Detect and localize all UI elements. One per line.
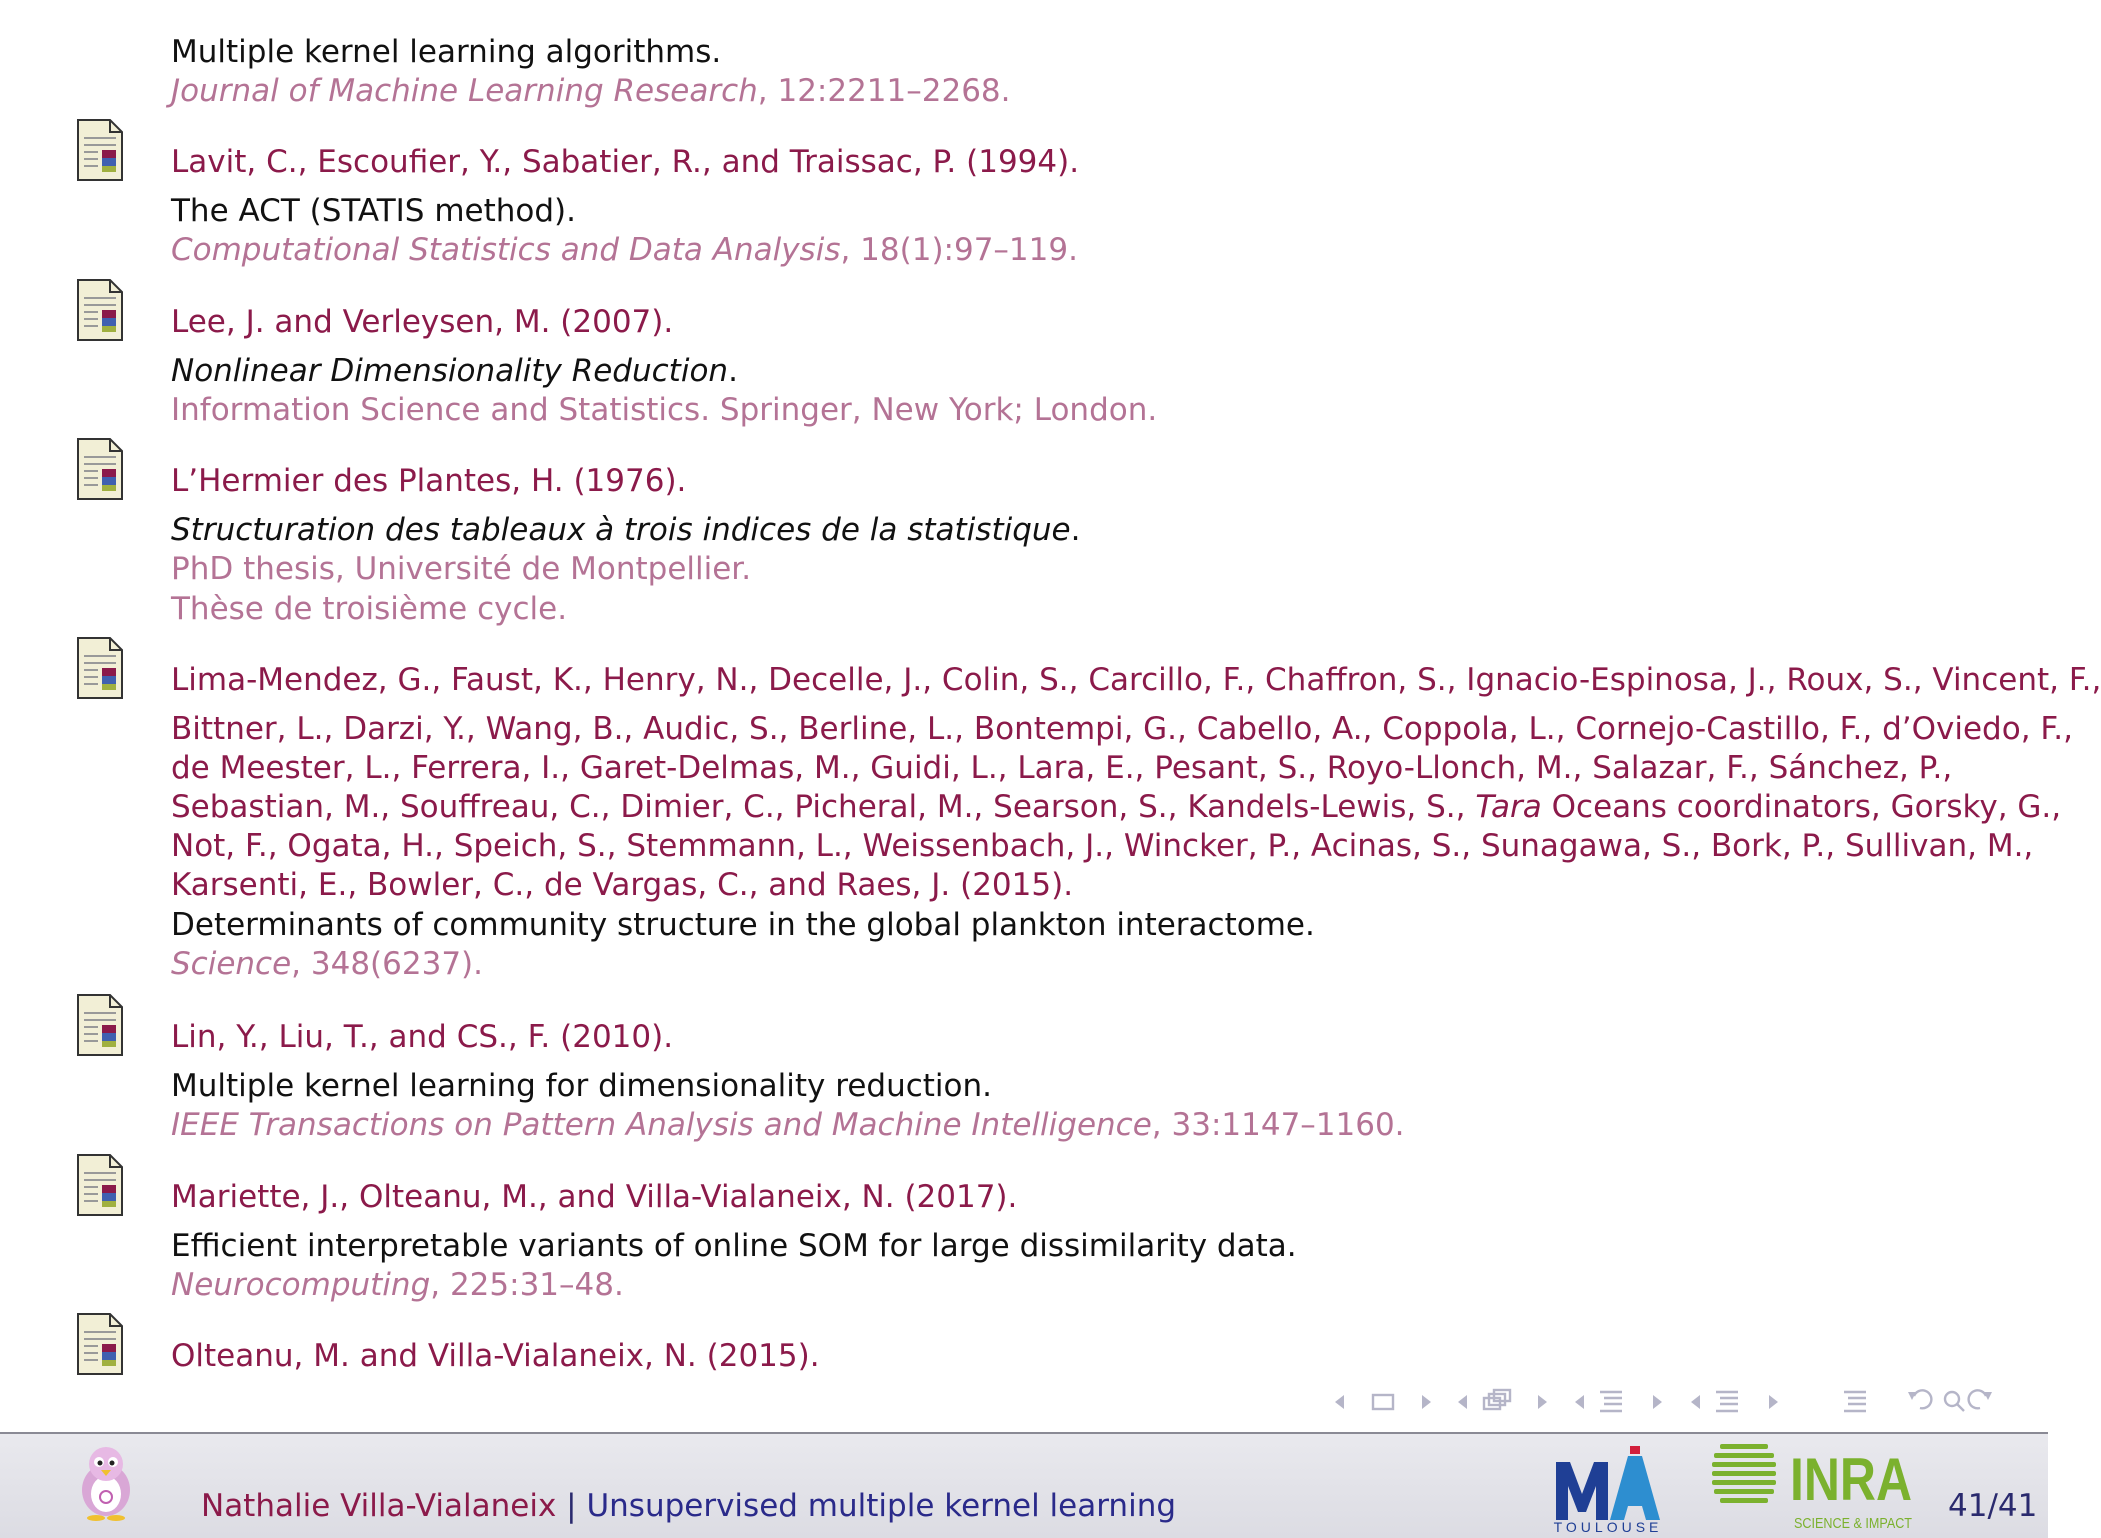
reference-venue: Journal of Machine Learning Research, 12:2211–2268. bbox=[171, 73, 1011, 109]
reference-authors: Mariette, J., Olteanu, M., and Villa-Vialaneix, N. (2017). bbox=[171, 1179, 1018, 1215]
subsection-icon[interactable] bbox=[1484, 1390, 1510, 1409]
article-icon bbox=[76, 118, 124, 182]
beamer-navigation-bar bbox=[1330, 1384, 2040, 1420]
reference-title: Structuration des tableaux à trois indices de la statistique. bbox=[171, 512, 1081, 548]
forward-icon[interactable] bbox=[1969, 1390, 1992, 1408]
footer-author: Nathalie Villa-Vialaneix bbox=[201, 1488, 557, 1524]
reference-authors-line: Sebastian, M., Souffreau, C., Dimier, C., Picheral, M., Searson, S., Kandels-Lewis, S., Tara Oceans coordinators, Gorsky, G., bbox=[171, 789, 2062, 825]
outline-icon[interactable] bbox=[1844, 1392, 1866, 1411]
reference-title: Determinants of community structure in the global plankton interactome. bbox=[171, 907, 1315, 943]
reference-authors-line: Karsenti, E., Bowler, C., de Vargas, C., and Raes, J. (2015). bbox=[171, 867, 1074, 903]
search-icon[interactable] bbox=[1945, 1392, 1964, 1411]
reference-title: Efficient interpretable variants of online SOM for large dissimilarity data. bbox=[171, 1228, 1297, 1264]
reference-venue: IEEE Transactions on Pattern Analysis and Machine Intelligence, 33:1147–1160. bbox=[171, 1107, 1405, 1143]
article-icon bbox=[76, 1153, 124, 1217]
section-next-icon[interactable] bbox=[1653, 1395, 1662, 1409]
section-prev-icon[interactable] bbox=[1575, 1395, 1584, 1409]
toc-prev-icon[interactable] bbox=[1691, 1395, 1700, 1409]
inra-title: INRA bbox=[1790, 1446, 1912, 1513]
subsection-prev-icon[interactable] bbox=[1458, 1395, 1467, 1409]
inra-logo bbox=[1710, 1438, 1916, 1534]
mia-subtitle: TOULOUSE bbox=[1553, 1519, 1663, 1535]
reference-venue-note: Thèse de troisième cycle. bbox=[171, 591, 568, 627]
frame-prev-icon[interactable] bbox=[1335, 1395, 1344, 1409]
book-icon bbox=[76, 278, 124, 342]
back-icon[interactable] bbox=[1908, 1390, 1931, 1408]
article-icon bbox=[76, 1312, 124, 1376]
thesis-icon bbox=[76, 437, 124, 501]
section-icon[interactable] bbox=[1600, 1392, 1622, 1411]
penguin-mascot-logo bbox=[66, 1442, 146, 1522]
slide-footer bbox=[0, 1432, 2048, 1538]
mia-toulouse-logo bbox=[1552, 1438, 1664, 1534]
reference-authors: Olteanu, M. and Villa-Vialaneix, N. (2015). bbox=[171, 1338, 820, 1374]
reference-authors: Lavit, C., Escoufier, Y., Sabatier, R., and Traissac, P. (1994). bbox=[171, 144, 1080, 180]
reference-title: Multiple kernel learning for dimensionality reduction. bbox=[171, 1068, 993, 1104]
reference-title: Nonlinear Dimensionality Reduction. bbox=[171, 353, 738, 389]
subsection-next-icon[interactable] bbox=[1538, 1395, 1547, 1409]
reference-authors-line: de Meester, L., Ferrera, I., Garet-Delmas, M., Guidi, L., Lara, E., Pesant, S., Royo-Llonch, M., Salazar, F., Sánchez, P., bbox=[171, 750, 1953, 786]
toc-next-icon[interactable] bbox=[1769, 1395, 1778, 1409]
reference-authors-line: Lima-Mendez, G., Faust, K., Henry, N., Decelle, J., Colin, S., Carcillo, F., Chaffron, S., Ignacio-Espinosa, J., Roux, S., Vincent, F., bbox=[171, 662, 2101, 698]
article-icon bbox=[76, 636, 124, 700]
reference-venue: Computational Statistics and Data Analysis, 18(1):97–119. bbox=[171, 232, 1078, 268]
footer-title: Unsupervised multiple kernel learning bbox=[586, 1488, 1177, 1524]
article-icon bbox=[76, 993, 124, 1057]
reference-venue: Neurocomputing, 225:31–48. bbox=[171, 1267, 624, 1303]
reference-authors-line: Not, F., Ogata, H., Speich, S., Stemmann, L., Weissenbach, J., Wincker, P., Acinas, S., Sunagawa, S., Bork, P., Sullivan, M., bbox=[171, 828, 2034, 864]
reference-authors-line: Bittner, L., Darzi, Y., Wang, B., Audic, S., Berline, L., Bontempi, G., Cabello, A., Coppola, L., Cornejo-Castillo, F., d’Oviedo, F., bbox=[171, 711, 2073, 747]
toc-icon[interactable] bbox=[1716, 1392, 1738, 1411]
inra-subtitle: SCIENCE & IMPACT bbox=[1794, 1515, 1912, 1532]
reference-authors: Lin, Y., Liu, T., and CS., F. (2010). bbox=[171, 1019, 674, 1055]
page-number: 41/41 bbox=[1948, 1488, 2038, 1524]
reference-authors: Lee, J. and Verleysen, M. (2007). bbox=[171, 304, 674, 340]
footer-text: Nathalie Villa-Vialaneix | Unsupervised multiple kernel learning bbox=[201, 1488, 1177, 1524]
reference-authors: L’Hermier des Plantes, H. (1976). bbox=[171, 463, 687, 499]
reference-title: Multiple kernel learning algorithms. bbox=[171, 34, 722, 70]
reference-venue: PhD thesis, Université de Montpellier. bbox=[171, 551, 752, 587]
reference-title: The ACT (STATIS method). bbox=[171, 193, 576, 229]
reference-venue: Science, 348(6237). bbox=[171, 946, 483, 982]
frame-icon[interactable] bbox=[1373, 1395, 1393, 1409]
frame-next-icon[interactable] bbox=[1422, 1395, 1431, 1409]
reference-venue: Information Science and Statistics. Springer, New York; London. bbox=[171, 392, 1158, 428]
